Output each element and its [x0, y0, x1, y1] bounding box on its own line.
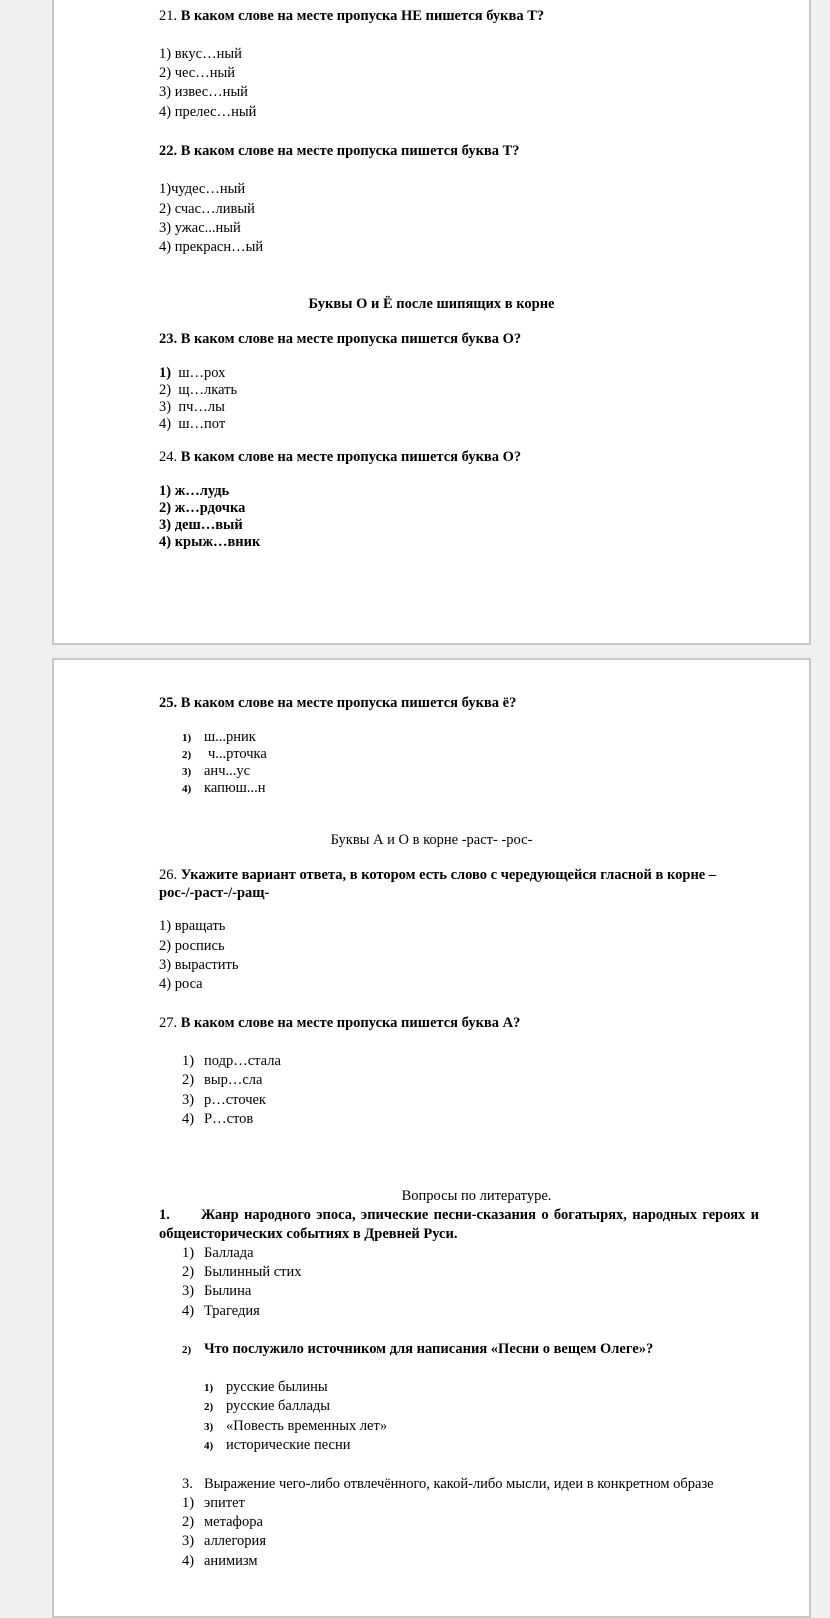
q27-option-2: 2) выр…сла [182, 1072, 263, 1088]
question-21: 21. В каком слове на месте пропуска НЕ пишется буква Т? [159, 8, 545, 24]
literature-question-3: 3. Выражение чего-либо отвлечённого, какой-либо мысли, идеи в конкретном образе [182, 1476, 714, 1492]
q26-option-3: 3) вырастить [159, 957, 239, 973]
q21-option-4: 4) прелес…ный [159, 104, 257, 120]
section-heading-rast-ros: Буквы А и О в корне -раст- -рос- [330, 832, 533, 848]
literature-question-1: 1. Жанр народного эпоса, эпические песни-сказания о богатырях, народных героях и общеисторических событиях в Древней Руси. [159, 1207, 759, 1242]
question-26-line-2: рос-/-раст-/-ращ- [159, 885, 270, 901]
q22-option-4: 4) прекрасн…ый [159, 239, 264, 255]
lit1-option-3: 3) Былина [182, 1283, 252, 1299]
q24-option-4: 4) крыж…вник [159, 534, 261, 550]
lit3-option-3: 3) аллегория [182, 1533, 266, 1549]
q26-option-4: 4) роса [159, 976, 203, 992]
q22-option-2: 2) счас…ливый [159, 201, 255, 217]
lit2-option-1: 1) русские былины [204, 1379, 328, 1395]
lit2-option-2: 2) русские баллады [204, 1398, 331, 1414]
question-22: 22. В каком слове на месте пропуска пишется буква Т? [159, 143, 520, 159]
q22-option-1: 1)чудес…ный [159, 181, 246, 197]
lit3-option-1: 1) эпитет [182, 1495, 245, 1511]
document-page-2 [52, 658, 811, 1618]
lit3-option-2: 2) метафора [182, 1514, 263, 1530]
q21-option-3: 3) извес…ный [159, 84, 248, 100]
q24-option-2: 2) ж…рдочка [159, 500, 246, 516]
q24-option-1: 1) ж…лудь [159, 483, 230, 499]
literature-heading: Вопросы по литературе. [401, 1188, 552, 1204]
q26-option-2: 2) роспись [159, 938, 225, 954]
lit2-option-3: 3) «Повесть временных лет» [204, 1418, 388, 1434]
q27-option-1: 1) подр…стала [182, 1053, 281, 1069]
q21-option-1: 1) вкус…ный [159, 46, 242, 62]
literature-question-2: 2) Что послужило источником для написания «Песни о вещем Олеге»? [182, 1341, 654, 1357]
q21-option-2: 2) чес…ный [159, 65, 235, 81]
q25-option-1: 1) ш...рник [182, 729, 256, 745]
question-27: 27. В каком слове на месте пропуска пишется буква А? [159, 1015, 521, 1031]
q25-option-2: 2) ч...рточка [182, 746, 267, 762]
lit1-option-4: 4) Трагедия [182, 1303, 260, 1319]
lit1-option-2: 2) Былинный стих [182, 1264, 302, 1280]
q27-option-4: 4) Р…стов [182, 1111, 254, 1127]
q27-option-3: 3) р…сточек [182, 1092, 266, 1108]
question-26: 26. Укажите вариант ответа, в котором есть слово с чередующейся гласной в корне – [159, 867, 717, 883]
q25-option-3: 3) анч...ус [182, 763, 251, 779]
q24-option-3: 3) деш…вый [159, 517, 243, 533]
q22-option-3: 3) ужас...ный [159, 220, 241, 236]
q23-option-3: 3) пч…лы [159, 399, 225, 415]
q25-option-4: 4) капюш...н [182, 780, 266, 796]
q23-option-2: 2) щ…лкать [159, 382, 238, 398]
document-page-1 [52, 0, 811, 645]
question-25: 25. В каком слове на месте пропуска пишется буква ё? [159, 695, 517, 711]
section-heading-o-yo: Буквы О и Ё после шипящих в корне [308, 296, 555, 312]
lit3-option-4: 4) анимизм [182, 1553, 258, 1569]
q23-option-4: 4) ш…пот [159, 416, 226, 432]
q23-option-1: 1) ш…рох [159, 365, 226, 381]
lit2-option-4: 4) исторические песни [204, 1437, 351, 1453]
q26-option-1: 1) вращать [159, 918, 226, 934]
lit1-option-1: 1) Баллада [182, 1245, 254, 1261]
question-23: 23. В каком слове на месте пропуска пишется буква О? [159, 331, 522, 347]
question-24: 24. В каком слове на месте пропуска пишется буква О? [159, 449, 522, 465]
